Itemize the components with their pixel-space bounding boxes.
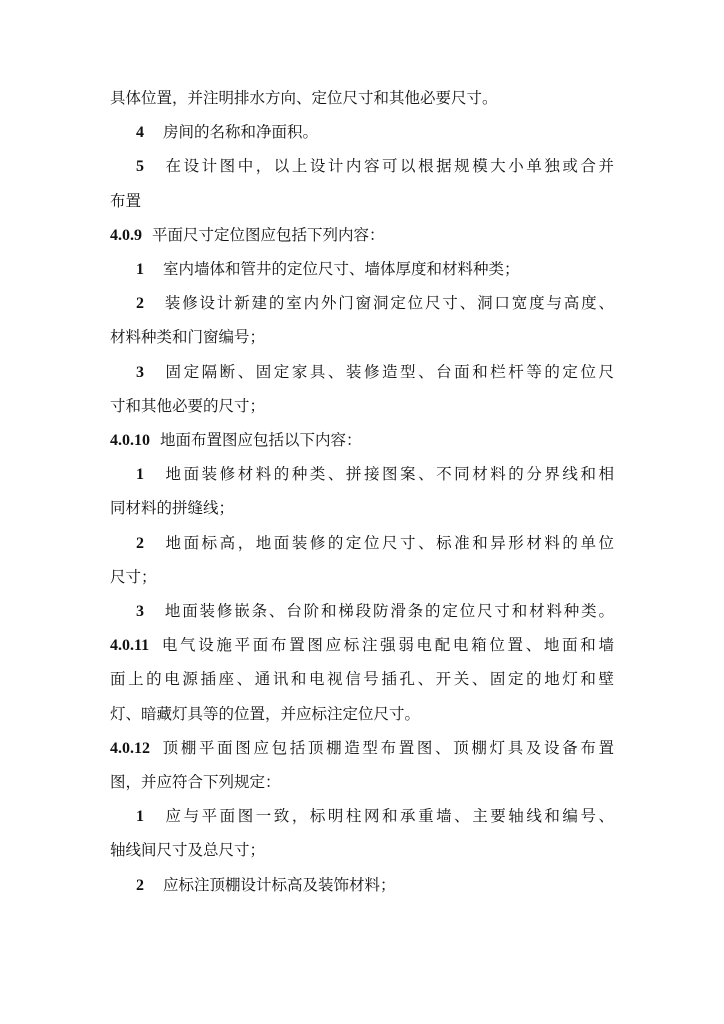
line-text: 寸和其他必要的尺寸；	[110, 397, 266, 415]
list-item-line	[136, 257, 614, 282]
list-item-line	[136, 599, 614, 624]
line-text: 地面布置图应包括以下内容：	[160, 431, 362, 449]
item-number: 2	[136, 877, 144, 894]
list-item-line	[136, 804, 614, 829]
line-text: 地面标高，地面装修的定位尺寸、标准和异形材料的单位	[163, 534, 614, 552]
line-text: 房间的名称和净面积。	[163, 123, 319, 141]
clause-number: 4.0.9	[110, 227, 142, 244]
line-text: 地面装修材料的种类、拼接图案、不同材料的分界线和相	[163, 465, 614, 483]
list-item-line	[136, 360, 614, 385]
line-text: 图，并应符合下列规定：	[110, 773, 281, 791]
list-item-line	[136, 462, 614, 487]
line-text: 材料种类和门窗编号；	[110, 328, 266, 346]
item-number: 2	[136, 295, 144, 312]
line-text: 固定隔断、固定家具、装修造型、台面和栏杆等的定位尺	[163, 363, 614, 381]
clause-line	[110, 633, 614, 658]
item-number: 1	[136, 466, 144, 483]
text-line	[110, 770, 614, 794]
text-line	[110, 565, 614, 589]
line-text: 布置	[110, 192, 142, 210]
text-line	[110, 86, 614, 110]
clause-number: 4.0.10	[110, 432, 150, 449]
item-number: 3	[136, 603, 144, 620]
clause-line	[110, 223, 614, 248]
list-item-line	[136, 120, 614, 145]
text-line	[110, 702, 614, 726]
text-line	[110, 394, 614, 418]
list-item-line	[136, 154, 614, 179]
text-line	[110, 496, 614, 520]
clause-line	[110, 428, 614, 453]
item-number: 5	[136, 158, 144, 175]
line-text: 同材料的拼缝线；	[110, 499, 235, 517]
line-text: 应标注顶棚设计标高及装饰材料；	[163, 876, 396, 894]
line-text: 在设计图中，以上设计内容可以根据规模大小单独或合并	[163, 157, 614, 175]
line-text: 面上的电源插座、通讯和电视信号插孔、开关、固定的地灯和壁	[110, 670, 614, 688]
text-line	[110, 325, 614, 349]
line-text: 应与平面图一致，标明柱网和承重墙、主要轴线和编号、	[163, 807, 614, 825]
line-text: 轴线间尺寸及总尺寸；	[110, 841, 266, 859]
list-item-line	[136, 291, 614, 316]
line-text: 电气设施平面布置图应标注强弱电配电箱位置、地面和墙	[159, 636, 614, 654]
line-text: 顶棚平面图应包括顶棚造型布置图、顶棚灯具及设备布置	[160, 739, 614, 757]
text-line	[110, 189, 614, 213]
item-number: 3	[136, 364, 144, 381]
item-number: 1	[136, 261, 144, 278]
list-item-line	[136, 873, 614, 898]
item-number: 2	[136, 535, 144, 552]
line-text: 平面尺寸定位图应包括下列内容：	[152, 226, 385, 244]
line-text: 室内墙体和管井的定位尺寸、墙体厚度和材料种类；	[163, 260, 520, 278]
text-line	[110, 838, 614, 862]
clause-number: 4.0.12	[110, 740, 150, 757]
text-line	[110, 667, 614, 691]
clause-line	[110, 736, 614, 761]
line-text: 具体位置，并注明排水方向、定位尺寸和其他必要尺寸。	[110, 89, 498, 107]
line-text: 尺寸；	[110, 568, 157, 586]
line-text: 装修设计新建的室内外门窗洞定位尺寸、洞口宽度与高度、	[163, 294, 614, 312]
item-number: 1	[136, 808, 144, 825]
clause-number: 4.0.11	[110, 637, 150, 654]
line-text: 地面装修嵌条、台阶和梯段防滑条的定位尺寸和材料种类。	[163, 602, 614, 620]
line-text: 灯、暗藏灯具等的位置，并应标注定位尺寸。	[110, 705, 421, 723]
list-item-line	[136, 531, 614, 556]
item-number: 4	[136, 124, 144, 141]
